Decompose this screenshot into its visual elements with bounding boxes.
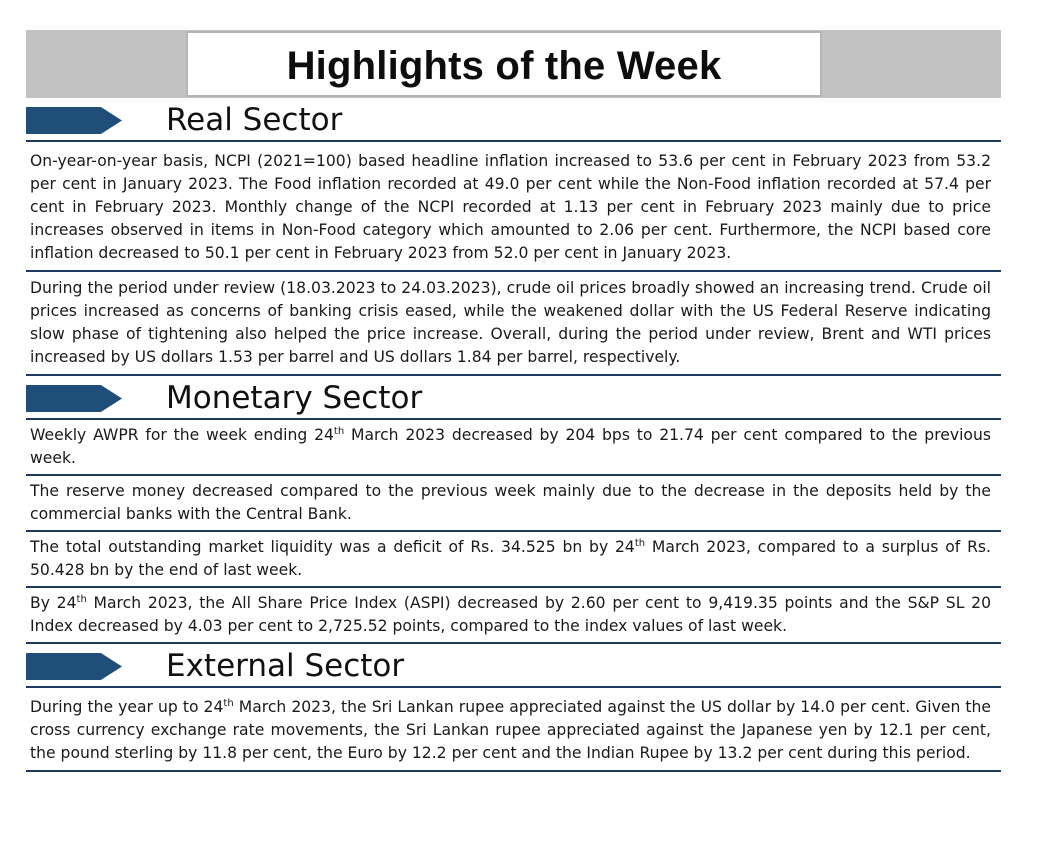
monetary-paragraph-liquidity (26, 532, 1001, 588)
highlights-page (26, 30, 1001, 772)
arrow-icon (26, 653, 122, 680)
section-title-real: Real Sector (166, 102, 343, 138)
ordinal-suffix: th (223, 697, 234, 709)
real-paragraph-inflation: On-year-on-year basis, NCPI (2021=100) based headline inflation increased to 53.6 per cent in February 2023 from 53.2 per cent in January 2023. The Food inflation recorded at 49.0 per cent while the Non-Food inflation recorded at 57.4 per cent in February 2023. Monthly change of the NCPI recorded at 1.13 per cent in February 2023 mainly due to price increases observed in items in Non-Food category which amounted to 2.06 per cent. Furthermore, the NCPI based core inflation decreased to 50.1 per cent in February 2023 from 52.0 per cent in January 2023. (26, 142, 1001, 272)
section-header-monetary (26, 376, 1001, 420)
monetary-paragraph-awpr (26, 420, 1001, 476)
text: March 2023, the All Share Price Index (ASPI) decreased by 2.60 per cent to 9,419.35 points and the S&P SL 20 Index decreased by 4.03 per cent to 2,725.52 points, compared to the index values of last week. (30, 594, 991, 635)
text: March 2023, compared to a surplus of Rs. 50.428 bn by the end of last week. (30, 538, 991, 579)
external-paragraph-exchange-rate (26, 688, 1001, 772)
arrow-icon (26, 385, 122, 412)
monetary-paragraph-aspi (26, 588, 1001, 644)
ordinal-suffix: th (634, 537, 646, 549)
title-banner (26, 30, 1001, 98)
section-header-external (26, 644, 1001, 688)
text: The total outstanding market liquidity was a deficit of Rs. 34.525 bn by 24 (30, 538, 635, 556)
real-paragraph-oil: During the period under review (18.03.2023 to 24.03.2023), crude oil prices broadly showed an increasing trend. Crude oil prices increased as concerns of banking crisis eased, while the weakened dollar with the US Federal Reserve indicating slow phase of tightening also helped the price increase. Overall, during the period under review, Brent and WTI prices increased by US dollars 1.53 per barrel and US dollars 1.84 per barrel, respectively. (26, 272, 1001, 376)
section-title-external: External Sector (166, 648, 405, 684)
text: March 2023 decreased by 204 bps to 21.74 per cent compared to the previous week. (30, 426, 991, 467)
ordinal-suffix: th (76, 593, 87, 605)
title-box (186, 31, 822, 97)
text: During the year up to 24 (30, 698, 224, 716)
text: Weekly AWPR for the week ending 24 (30, 426, 334, 444)
text: By 24 (30, 594, 77, 612)
monetary-paragraph-reserve-money: The reserve money decreased compared to the previous week mainly due to the decrease in the deposits held by the commercial banks with the Central Bank. (26, 476, 1001, 532)
section-title-monetary: Monetary Sector (166, 380, 423, 416)
text: March 2023, the Sri Lankan rupee appreciated against the US dollar by 14.0 per cent. Given the cross currency exchange rate movements, the Sri Lankan rupee appreciated against the Japanese yen by 12.1 per cent, the pound sterling by 11.8 per cent, the Euro by 12.2 per cent and the Indian Rupee by 13.2 per cent during this period. (30, 698, 992, 762)
arrow-icon (26, 107, 122, 134)
section-header-real (26, 98, 1001, 142)
ordinal-suffix: th (333, 425, 345, 437)
page-title: Highlights of the Week (286, 44, 722, 88)
